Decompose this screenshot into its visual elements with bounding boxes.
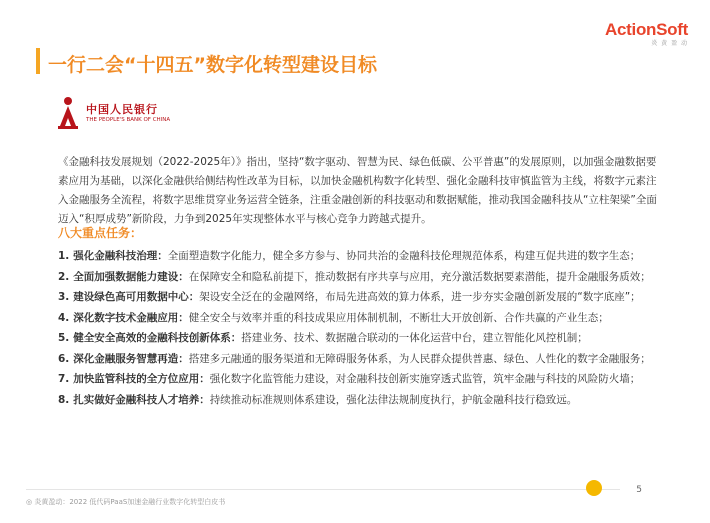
title-accent-bar bbox=[36, 48, 40, 74]
list-item bbox=[58, 246, 678, 267]
tasks-list bbox=[58, 246, 678, 410]
task-text: 架设安全泛在的金融网络，布局先进高效的算力体系，进一步夯实金融创新发展的“数字底座”； bbox=[199, 291, 641, 303]
task-text: 搭建多元融通的服务渠道和无障碍服务体系，为人民群众提供普惠、绿色、人性化的数字金融服务； bbox=[188, 352, 651, 365]
brand-soft-text: Soft bbox=[656, 20, 688, 39]
footer-source: ◎ 炎黄盈动：2022 低代码PaaS加速金融行业数字化转型白皮书 bbox=[26, 498, 226, 506]
intro-paragraph: 《金融科技发展规划（2022-2025年）》指出，坚持“数字驱动、智慧为民、绿色低碳、公平普惠”的发展原则，以加强金融数据要素应用为基础，以深化金融供给侧结构性改革为目标，以加快金融机构数字化转型、强化金融科技审慎监管为主线，将数字元素注入金融服务全流程，将数字思维贯穿业务运营全链条，注重金融创新的科技驱动和数据赋能，推动我国金融科技从“立柱架梁”全面迈入“积厚成势”新阶段，力争到2025年实现整体水平与核心竞争力跨越式提升。 bbox=[58, 156, 657, 225]
task-text: 在保障安全和隐私前提下，推动数据有序共享与应用，充分激活数据要素潜能，提升金融服务质效； bbox=[188, 270, 651, 283]
task-keyword: 深化数字技术金融应用： bbox=[73, 311, 189, 324]
list-item bbox=[58, 369, 678, 390]
page-number: 5 bbox=[636, 485, 642, 495]
footer-divider bbox=[26, 489, 620, 490]
tasks-heading: 八大重点任务： bbox=[58, 226, 143, 240]
task-number: 4. bbox=[58, 311, 70, 324]
list-item bbox=[58, 328, 678, 349]
list-item bbox=[58, 287, 678, 308]
list-item bbox=[58, 267, 678, 288]
task-text: 全面塑造数字化能力，健全多方参与、协同共治的金融科技伦理规范体系，构建互促共进的数字生态； bbox=[167, 250, 641, 262]
task-number: 7. bbox=[58, 373, 70, 385]
footer-dot-decoration bbox=[586, 480, 602, 496]
task-text: 搭建业务、技术、数据融合联动的一体化运营中台，建立智能化风控机制； bbox=[241, 332, 588, 344]
pboc-name-cn: 中国人民银行 bbox=[86, 103, 158, 116]
list-item bbox=[58, 308, 678, 329]
task-number: 5. bbox=[58, 332, 70, 344]
task-text: 持续推动标准规则体系建设，强化法律法规制度执行，护航金融科技行稳致远。 bbox=[209, 393, 578, 406]
task-text: 强化数字化监管能力建设，对金融科技创新实施穿透式监管，筑牢金融与科技的风险防火墙； bbox=[209, 373, 641, 385]
brand-subtitle: 炎 黄 盈 动 bbox=[651, 40, 688, 47]
brand-wordmark bbox=[605, 20, 688, 40]
task-keyword: 全面加强数据能力建设： bbox=[73, 270, 189, 283]
task-number: 3. bbox=[58, 291, 70, 303]
page-title: 一行二会“十四五”数字化转型建设目标 bbox=[48, 54, 377, 76]
task-keyword: 强化金融科技治理： bbox=[73, 250, 168, 262]
actionsoft-logo bbox=[605, 20, 688, 47]
pboc-name-en: THE PEOPLE'S BANK OF CHINA bbox=[86, 117, 171, 123]
task-text: 健全安全与效率并重的科技成果应用体制机制，不断壮大开放创新、合作共赢的产业生态； bbox=[188, 311, 609, 324]
task-number: 1. bbox=[58, 250, 70, 262]
task-keyword: 建设绿色高可用数据中心： bbox=[73, 291, 200, 303]
task-number: 6. bbox=[58, 352, 70, 365]
task-number: 8. bbox=[58, 393, 70, 406]
list-item bbox=[58, 390, 678, 411]
task-keyword: 深化金融服务智慧再造： bbox=[73, 352, 189, 365]
task-keyword: 加快监管科技的全方位应用： bbox=[73, 373, 210, 385]
task-number: 2. bbox=[58, 270, 70, 283]
task-keyword: 健全安全高效的金融科技创新体系： bbox=[73, 332, 242, 344]
pboc-logo bbox=[56, 96, 176, 134]
pboc-emblem-icon bbox=[56, 96, 80, 130]
task-keyword: 扎实做好金融科技人才培养： bbox=[73, 393, 210, 406]
list-item bbox=[58, 349, 678, 370]
brand-action-text: Action bbox=[605, 20, 657, 39]
